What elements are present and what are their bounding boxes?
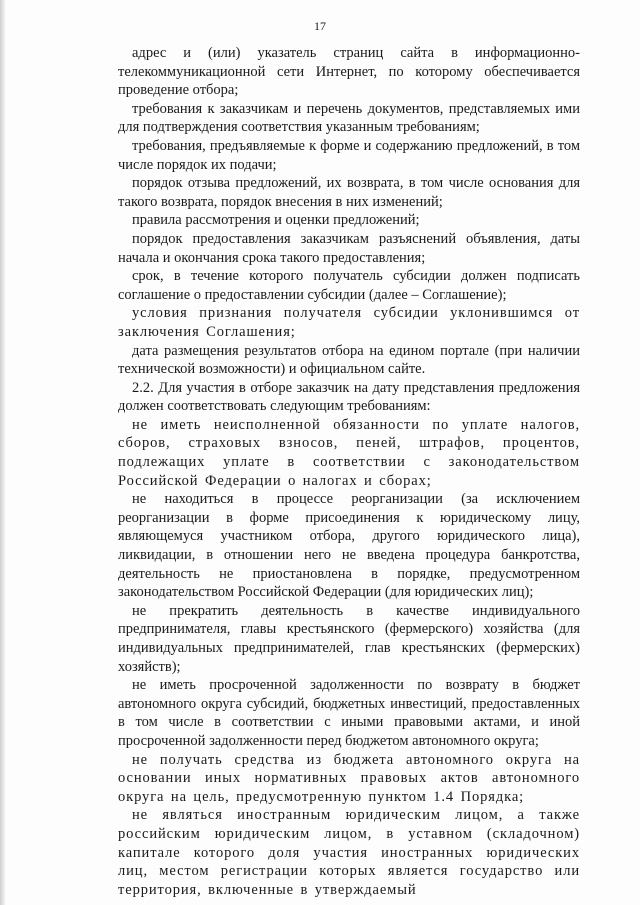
paragraph-no-tax-debt: не иметь неисполненной обязанности по уплате налогов, сборов, страховых взносов, пеней, штрафов, процентов, подлежащих уплате в соответствии с законодательством Российской Федерации о налогах и сборах; <box>118 416 580 489</box>
paragraph-customer-requirements: требования к заказчикам и перечень документов, представляемых ими для подтверждения соответствия указанным требованиям; <box>118 100 580 136</box>
paragraph-site-address: адрес и (или) указатель страниц сайта в информационно-телекоммуникационной сети Интернет, по которому обеспечивается проведение отбора; <box>118 45 580 99</box>
page-number: 17 <box>314 19 326 33</box>
paragraph-no-other-funds: не получать средства из бюджета автономного округа на основании иных нормативных правовых актов автономного округа на цель, предусмотренную пунктом 1.4 Порядка; <box>118 751 580 805</box>
paragraph-review-rules: правила рассмотрения и оценки предложений; <box>132 212 420 229</box>
paragraph-clarifications: порядок предоставления заказчикам разъяснений объявления, даты начала и окончания срока такого предоставления; <box>118 230 580 266</box>
paragraph-agreement-term: срок, в течение которого получатель субсидии должен подписать соглашение о предоставлении субсидии (далее – Соглашение); <box>118 268 580 303</box>
paragraph-not-foreign-entity: не являться иностранным юридическим лицом, а также российским юридическим лицом, в уставном (складочном) капитале которого доля участия иностранных юридических лиц, местом регистрации которых является государство или территория, включенные в утверждаемый <box>118 807 580 898</box>
document-body <box>118 44 580 899</box>
paragraph-evasion-conditions: условия признания получателя субсидии уклонившимся от заключения Соглашения; <box>118 305 580 340</box>
paragraph-withdrawal-order: порядок отзыва предложений, их возврата, в том числе основания для такого возврата, порядок внесения в них изменений; <box>118 175 580 210</box>
paragraph-no-overdue-debt: не иметь просроченной задолженности по возврату в бюджет автономного округа субсидий, бюджетных инвестиций, предоставленных в том числе в соответствии с иными правовыми актами, и иной просроченной задолженности перед бюджетом автономного округа; <box>118 677 580 749</box>
paragraph-results-date: дата размещения результатов отбора на едином портале (при наличии технической возможности) и официальном сайте. <box>118 342 580 378</box>
paragraph-proposal-form: требования, предъявляемые к форме и содержанию предложений, в том числе порядок их подачи; <box>118 137 580 173</box>
paragraph-no-reorganization: не находиться в процессе реорганизации (за исключением реорганизации в форме присоединения к юридическому лицу, являющемуся участником отбора, другого юридического лица), ликвидации, в отношении него не введена процедура банкротства, деятельность не приостановлена в порядке, предусмотренном законодательством Российской Федерации (для юридических лиц); <box>118 491 580 601</box>
paragraph-entrepreneur-activity: не прекратить деятельность в качестве индивидуального предпринимателя, главы крестьянского (фермерского) хозяйства (для индивидуальных предпринимателей, глав крестьянских (фермерских) хозяйств); <box>118 602 580 675</box>
paragraph-section-2-2: 2.2. Для участия в отборе заказчик на дату представления предложения должен соответствовать следующим требованиям: <box>118 379 580 415</box>
scan-edge-shadow <box>0 0 5 905</box>
